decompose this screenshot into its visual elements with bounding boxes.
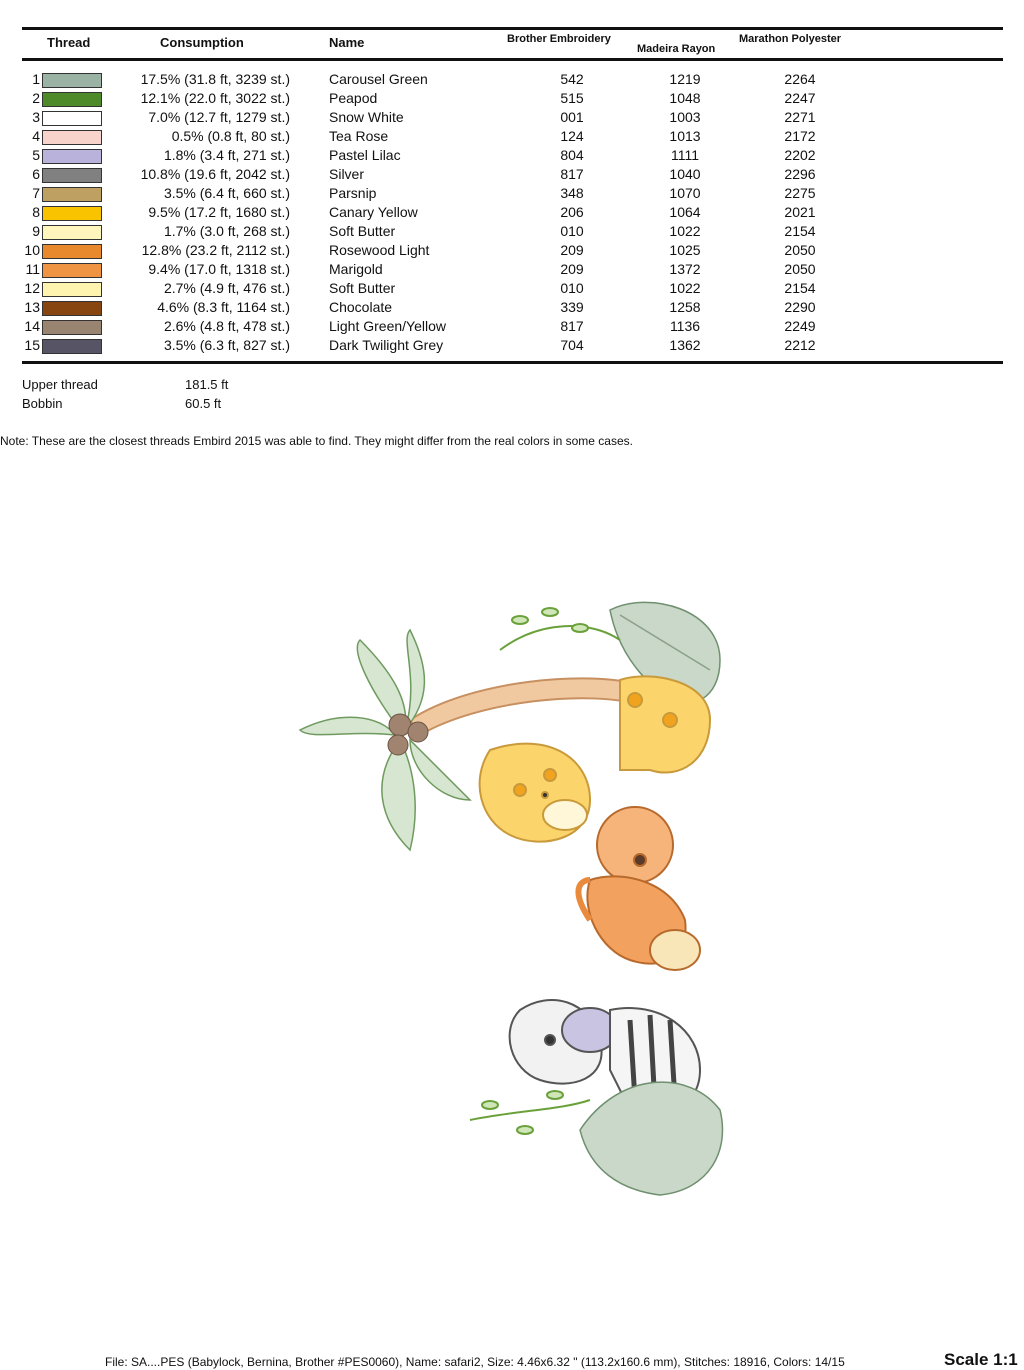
marathon-code: 2212 <box>784 337 816 353</box>
color-swatch <box>42 225 102 240</box>
brother-code: 817 <box>560 166 584 182</box>
thread-row <box>0 318 1024 337</box>
thread-consumption: 3.5% (6.4 ft, 660 st.) <box>163 185 290 201</box>
thread-consumption: 0.5% (0.8 ft, 80 st.) <box>171 128 290 144</box>
thread-name: Silver <box>329 166 365 182</box>
brother-code: 001 <box>560 109 584 125</box>
brother-code: 817 <box>560 318 584 334</box>
header-thread: Thread <box>47 35 91 50</box>
scale-label: Scale 1:1 <box>944 1350 1018 1369</box>
marathon-code: 2275 <box>784 185 816 201</box>
madeira-code: 1064 <box>669 204 701 220</box>
marathon-code: 2154 <box>784 223 816 239</box>
color-swatch <box>42 263 102 278</box>
thread-number: 14 <box>24 318 40 334</box>
thread-consumption: 4.6% (8.3 ft, 1164 st.) <box>157 299 290 315</box>
thread-consumption: 1.8% (3.4 ft, 271 st.) <box>163 147 290 163</box>
color-swatch <box>42 301 102 316</box>
thread-name: Soft Butter <box>329 280 396 296</box>
thread-row <box>0 147 1024 166</box>
thread-number: 9 <box>32 223 40 239</box>
brother-code: 348 <box>560 185 584 201</box>
brother-code: 209 <box>560 261 584 277</box>
brother-code: 010 <box>560 223 584 239</box>
palm-trunk <box>410 678 640 735</box>
tiger <box>578 807 700 970</box>
madeira-code: 1025 <box>669 242 701 258</box>
embroidery-preview <box>290 590 740 1210</box>
color-swatch <box>42 92 102 107</box>
thread-consumption: 12.8% (23.2 ft, 2112 st.) <box>141 242 290 258</box>
header-consumption: Consumption <box>160 35 244 50</box>
palm-leaves <box>300 630 470 850</box>
thread-row <box>0 109 1024 128</box>
marathon-code: 2290 <box>784 299 816 315</box>
thread-number: 6 <box>32 166 40 182</box>
madeira-code: 1022 <box>669 280 701 296</box>
madeira-code: 1070 <box>669 185 701 201</box>
thread-number: 1 <box>32 71 40 87</box>
header-brother: Brother Embroidery <box>507 33 611 45</box>
thread-name: Marigold <box>329 261 383 277</box>
thread-number: 11 <box>25 261 40 277</box>
thread-row <box>0 71 1024 90</box>
thread-number: 3 <box>32 109 40 125</box>
brother-code: 124 <box>560 128 584 144</box>
thread-row <box>0 280 1024 299</box>
thread-name: Chocolate <box>329 299 393 315</box>
marathon-code: 2050 <box>784 242 816 258</box>
thread-name: Tea Rose <box>329 128 389 144</box>
marathon-code: 2264 <box>784 71 816 87</box>
thread-name: Pastel Lilac <box>329 147 401 163</box>
thread-consumption: 1.7% (3.0 ft, 268 st.) <box>163 223 290 239</box>
thread-row <box>0 204 1024 223</box>
madeira-code: 1040 <box>669 166 701 182</box>
color-swatch <box>42 206 102 221</box>
header-rule <box>22 58 1003 61</box>
thread-number: 12 <box>24 280 40 296</box>
bottom-rule <box>22 361 1003 364</box>
thread-row <box>0 261 1024 280</box>
thread-number: 15 <box>24 337 40 353</box>
thread-note: Note: These are the closest threads Embird 2015 was able to find. They might differ from the real colors in some cases. <box>0 434 633 448</box>
marathon-code: 2202 <box>784 147 816 163</box>
thread-number: 4 <box>32 128 40 144</box>
vine-top <box>500 608 620 650</box>
bobbin-value: 60.5 ft <box>185 396 222 411</box>
madeira-code: 1362 <box>669 337 701 353</box>
thread-name: Parsnip <box>329 185 377 201</box>
marathon-code: 2172 <box>784 128 816 144</box>
thread-number: 7 <box>32 185 40 201</box>
thread-row <box>0 299 1024 318</box>
file-info: File: SA....PES (Babylock, Bernina, Brother #PES0060), Name: safari2, Size: 4.46x6.32 " (113.2x160.6 mm), Stitches: 18916, Colors: 14/15 <box>105 1355 845 1369</box>
header-marathon: Marathon Polyester <box>739 33 842 45</box>
thread-number: 2 <box>32 90 40 106</box>
color-swatch <box>42 187 102 202</box>
brother-code: 515 <box>560 90 584 106</box>
marathon-code: 2021 <box>784 204 816 220</box>
madeira-code: 1372 <box>669 261 701 277</box>
madeira-code: 1013 <box>669 128 701 144</box>
upper-thread-value: 181.5 ft <box>185 377 229 392</box>
thread-consumption: 2.6% (4.8 ft, 478 st.) <box>163 318 290 334</box>
marathon-code: 2154 <box>784 280 816 296</box>
thread-consumption: 9.4% (17.0 ft, 1318 st.) <box>148 261 290 277</box>
vine-bottom <box>470 1091 590 1134</box>
madeira-code: 1136 <box>669 318 701 334</box>
color-swatch <box>42 111 102 126</box>
thread-name: Soft Butter <box>329 223 396 239</box>
brother-code: 804 <box>560 147 584 163</box>
thread-row <box>0 337 1024 356</box>
brother-code: 339 <box>560 299 584 315</box>
color-swatch <box>42 149 102 164</box>
bobbin-label: Bobbin <box>22 396 63 411</box>
thread-name: Dark Twilight Grey <box>329 337 444 353</box>
marathon-code: 2271 <box>784 109 816 125</box>
brother-code: 206 <box>560 204 584 220</box>
thread-row <box>0 223 1024 242</box>
thread-row <box>0 242 1024 261</box>
color-swatch <box>42 339 102 354</box>
color-swatch <box>42 130 102 145</box>
brother-code: 209 <box>560 242 584 258</box>
thread-consumption: 2.7% (4.9 ft, 476 st.) <box>163 280 290 296</box>
madeira-code: 1048 <box>669 90 701 106</box>
marathon-code: 2296 <box>784 166 816 182</box>
thread-consumption: 7.0% (12.7 ft, 1279 st.) <box>148 109 290 125</box>
thread-number: 5 <box>32 147 40 163</box>
thread-consumption: 17.5% (31.8 ft, 3239 st.) <box>140 71 290 87</box>
thread-number: 10 <box>24 242 40 258</box>
header-name: Name <box>329 35 365 50</box>
marathon-code: 2247 <box>784 90 816 106</box>
madeira-code: 1258 <box>669 299 701 315</box>
brother-code: 010 <box>560 280 584 296</box>
header-madeira: Madeira Rayon <box>637 43 716 55</box>
thread-row <box>0 185 1024 204</box>
marathon-code: 2249 <box>784 318 816 334</box>
thread-row <box>0 128 1024 147</box>
thread-row <box>0 166 1024 185</box>
color-swatch <box>42 73 102 88</box>
thread-name: Carousel Green <box>329 71 428 87</box>
thread-consumption: 10.8% (19.6 ft, 2042 st.) <box>140 166 290 182</box>
upper-thread-label: Upper thread <box>22 377 98 392</box>
thread-consumption: 3.5% (6.3 ft, 827 st.) <box>163 337 290 353</box>
color-swatch <box>42 244 102 259</box>
color-swatch <box>42 168 102 183</box>
brother-code: 542 <box>560 71 584 87</box>
color-swatch <box>42 282 102 297</box>
thread-number: 8 <box>32 204 40 220</box>
thread-number: 13 <box>24 299 40 315</box>
thread-name: Rosewood Light <box>329 242 430 258</box>
thread-consumption: 9.5% (17.2 ft, 1680 st.) <box>148 204 290 220</box>
thread-name: Canary Yellow <box>329 204 418 220</box>
thread-consumption: 12.1% (22.0 ft, 3022 st.) <box>140 90 290 106</box>
color-swatch <box>42 320 102 335</box>
madeira-code: 1219 <box>669 71 701 87</box>
leaf-bottom <box>580 1082 723 1195</box>
marathon-code: 2050 <box>784 261 816 277</box>
top-rule <box>22 27 1003 30</box>
thread-name: Snow White <box>329 109 404 125</box>
madeira-code: 1111 <box>670 147 700 163</box>
thread-name: Light Green/Yellow <box>329 318 447 334</box>
brother-code: 704 <box>560 337 584 353</box>
madeira-code: 1022 <box>669 223 701 239</box>
madeira-code: 1003 <box>669 109 701 125</box>
thread-name: Peapod <box>329 90 378 106</box>
thread-row <box>0 90 1024 109</box>
